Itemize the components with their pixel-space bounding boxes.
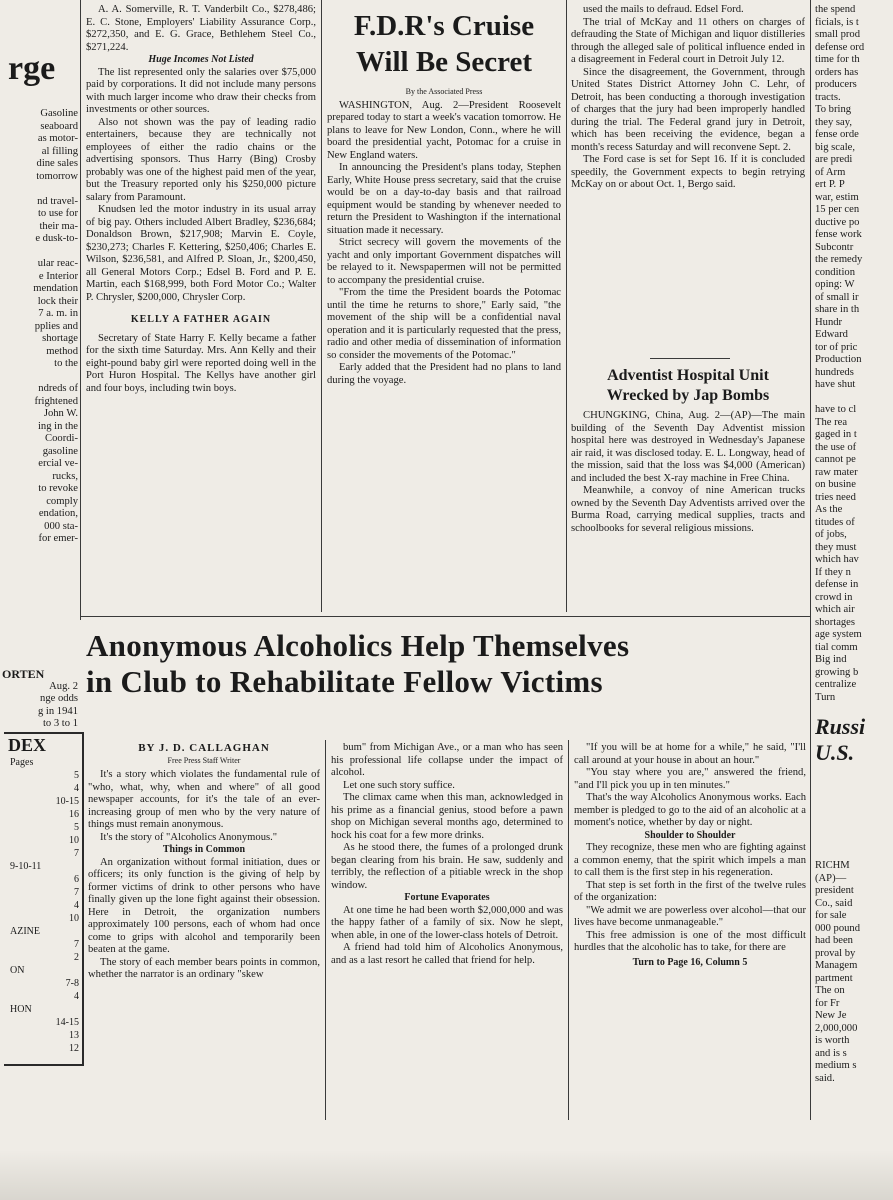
right-edge-line: small prod	[815, 29, 861, 40]
right-edge-line: ficials, is t	[815, 16, 859, 28]
left-edge-line: 000 sta-	[44, 520, 78, 532]
fdr-paragraph: WASHINGTON, Aug. 2—President Roosevelt prepared today to start a week's vacation tomorrow. He plans to leave for New London, Conn., where he will board the presidential yacht, Potomac for a cruise in New England waters.	[327, 99, 561, 161]
index-row	[4, 1042, 82, 1055]
index-row	[4, 899, 82, 912]
aa-byline: BY J. D. CALLAGHAN	[138, 742, 270, 754]
index-page: 2	[74, 952, 79, 963]
index-row	[4, 834, 82, 847]
left-edge-line: ndreds of	[38, 383, 78, 394]
aa-paragraph: That step is set forth in the first of the twelve rules of the organization:	[574, 879, 806, 903]
right-edge-line: are predi	[815, 154, 853, 165]
russia-line: 2,000,000	[815, 1022, 858, 1034]
left-edge-line: shortage	[42, 333, 78, 344]
column-rule	[80, 0, 81, 620]
adventist-paragraphs	[571, 410, 805, 535]
left-edge-line: to use for	[37, 208, 78, 219]
left-edge-line: frightened	[34, 395, 78, 407]
right-edge-line: titudes of	[815, 516, 855, 528]
aa-headline-2: in Club to Rehabilitate Fellow Victims	[86, 664, 603, 699]
aa-column-3	[574, 742, 806, 1122]
right-edge-line: age system	[815, 629, 862, 640]
aa-paragraph: A friend had told him of Alcoholics Anonymous, and as a last resort he called that friend for help.	[331, 942, 563, 966]
column-rule	[321, 0, 322, 612]
scan-bottom-margin	[0, 1150, 893, 1200]
fdr-paragraph: "From the time the President boards the Potomac until the time he returns to shore," Early said, "the movement of the ship will be a confidential naval operation and it is particularly requested that the press, radio and other media of dissemination of information so consider the movements of the Potomac."	[327, 287, 561, 361]
right-edge-line: fense work	[815, 229, 862, 240]
aa-headline-1: Anonymous Alcoholics Help Themselves	[86, 628, 630, 663]
left-edge-line: mendation	[33, 283, 78, 294]
index-page: 14-15	[55, 1017, 79, 1028]
aa-paragraph: At one time he had been worth $2,000,000 and was the happy father of a family of six. Now he slept, when able, in one of the lower-class hotels of Detroit.	[331, 904, 563, 941]
aa-paragraph: That's the way Alcoholics Anonymous works. Each member is pledged to go to the aid of an alcoholic at a moment's notice, whether by day or night.	[574, 792, 806, 828]
aa-paragraph: The climax came when this man, acknowledged in his prime as a financial genius, stood before a pawn shop on Michigan several months ago, determined to hock his coat for a few more drinks.	[331, 792, 563, 841]
mckay-paragraph: Since the disagreement, the Government, through United States District Attorney John C. Lehr, of Detroit, has been conducting a thorough investigation of charges that the jury had been improperly handled during the trial. The Federal grand jury in Detroit, which has been receiving the evidence, began a month's recess Saturday and will reconvene Sept. 2.	[571, 66, 805, 153]
right-edge-line: they say,	[815, 116, 852, 128]
right-edge-line: of Arm	[815, 166, 846, 178]
aa-column-1	[88, 742, 320, 1122]
right-edge-line: share in th	[815, 304, 860, 315]
index-row	[4, 1029, 82, 1042]
index-page: 12	[69, 1043, 79, 1054]
index-row	[4, 821, 82, 834]
left-edge-line: e dusk-to-	[35, 233, 78, 244]
right-edge-line: ert P. P	[815, 179, 845, 190]
right-edge-line: centralize	[815, 679, 857, 690]
index-row	[4, 886, 82, 899]
russia-line: for Fr	[815, 997, 840, 1009]
index-row	[4, 990, 82, 1003]
adventist-headline-2: Wrecked by Jap Bombs	[606, 387, 770, 404]
index-page: 10	[69, 913, 79, 924]
index-row	[4, 795, 82, 808]
column-rule	[566, 0, 567, 612]
left-edge-line	[2, 371, 78, 384]
aa-headline	[86, 628, 806, 700]
index-page: 7	[74, 939, 79, 950]
index-label: HON	[10, 1004, 32, 1015]
aa-paragraph: The story of each member bears points in common, whether the narrator is an ordinary "skew	[88, 956, 320, 980]
index-row	[4, 756, 82, 769]
left-edge-column	[2, 50, 78, 610]
aa-paragraph: It's a story which violates the fundamental rule of "who, what, why, when and where" of all good newspaper accounts, for it's the tale of an ever-increasing group of men who by the very nature of things must remain anonymous.	[88, 769, 320, 830]
aa-column-2	[331, 742, 563, 1122]
russia-line: RICHM	[815, 860, 850, 871]
aa-subhead-3: Shoulder to Shoulder	[644, 829, 736, 841]
aa-paragraph: As he stood there, the fumes of a prolonged drunk began clearing from his brain. He saw, suddenly and terribly, the reflection of a pitiable wreck in the shop window.	[331, 842, 563, 891]
mckay-paragraph: used the mails to defraud. Edsel Ford.	[583, 4, 744, 15]
aa-col2-paragraphs	[331, 742, 563, 892]
left-edge-line: endation,	[38, 508, 78, 519]
index-page: 10-15	[55, 796, 79, 807]
left-edge-line: to revoke	[38, 483, 78, 494]
index-page: 7	[74, 887, 79, 898]
aa-paragraph: It's the story of "Alcoholics Anonymous."	[100, 831, 278, 843]
index-row	[4, 938, 82, 951]
left-edge-line: comply	[46, 495, 78, 507]
left-edge-line: their ma-	[39, 220, 78, 232]
salaries-paragraph: Also not shown was the pay of leading radio entertainers, because they are technically not employees of either the radio chains or the advertising sponsors. Thus Harry (Bing) Crosby probably was one of the highest paid men of the year, but the Treasury reported only his $250,000 picture salary from Paramount.	[86, 116, 316, 203]
adventist-paragraph: CHUNGKING, China, Aug. 2—(AP)—The main building of the Seventh Day Adventist mission hospital here was destroyed in Wednesday's Japanese air raid, it was disclosed today. E. L. Longway, head of the mission, said that the loss was $4,000 (American) and included the best X-ray machine in Free China.	[571, 410, 805, 484]
right-edge-line: of jobs,	[815, 529, 847, 540]
index-row	[4, 925, 82, 938]
left-edge-line: lock their	[37, 295, 78, 307]
aa-paragraph: This free admission is one of the most difficult hurdles that the alcoholic has to take, for there are	[574, 929, 806, 953]
index-page: 5	[74, 770, 79, 781]
russia-line: New Je	[815, 1010, 847, 1021]
index-label: AZINE	[10, 926, 40, 937]
right-edge-line: crowd in	[815, 591, 853, 603]
aa-paragraph: Let one such story suffice.	[343, 779, 455, 791]
index-row	[4, 860, 82, 873]
index-row	[4, 1016, 82, 1029]
sports-line: g in 1941	[37, 705, 78, 717]
kelly-text: Secretary of State Harry F. Kelly became a father for the sixth time Saturday. Mrs. Ann Kelly and their eight-pound baby girl were reported doing well in the Port Huron Hospital. The Kellys have another girl and four boys, including twin boys.	[86, 332, 316, 394]
index-row	[4, 1003, 82, 1016]
russia-line: partment	[815, 972, 853, 984]
mckay-paragraphs	[571, 4, 805, 192]
fdr-headline-1: F.D.R's Cruise	[353, 10, 535, 42]
right-edge-line: hundreds	[815, 366, 854, 378]
left-edge-lines	[2, 108, 78, 546]
left-sports-fragment	[2, 668, 78, 732]
right-edge-line: tial comm	[815, 641, 858, 653]
right-edge-line: As the	[815, 504, 843, 515]
right-edge-line: defense ord	[815, 41, 865, 53]
right-edge-line: condition	[815, 266, 856, 278]
sports-line: Aug. 2	[49, 680, 78, 692]
salaries-paragraph: A. A. Somerville, R. T. Vanderbilt Co., $278,486; E. C. Stone, Employers' Liability Assurance Corp., $272,350, and E. G. Grace, Bethlehem Steel Co., $271,224.	[86, 4, 316, 53]
fdr-headline-2: Will Be Secret	[355, 46, 533, 78]
right-edge-line: of small ir	[815, 291, 859, 303]
index-page: 5	[74, 822, 79, 833]
left-fragment-headline: rge	[8, 50, 56, 87]
russia-headline-2: U.S.	[815, 740, 855, 765]
section-rule	[80, 616, 810, 617]
adventist-column	[571, 366, 805, 612]
right-edge-line: which air	[815, 604, 855, 615]
aa-paragraph: An organization without formal initiation, dues or officers; its only function is the giving of help by former victims of drink to other persons who have finally given up the lone fight against their obsession. Here in Detroit, the organization numbers approximately 100 persons, each of whom had once come to grips with alcohol and temporarily been beaten at the game.	[88, 856, 320, 955]
index-box	[4, 732, 84, 1066]
aa-subhead-2: Fortune Evaporates	[404, 892, 490, 903]
aa-col2-paragraphs-continued	[331, 905, 563, 968]
salaries-paragraphs-continued	[86, 67, 316, 305]
right-edge-line: fense orde	[815, 129, 859, 140]
russia-line: Managem	[815, 960, 858, 971]
right-edge-line: defense in	[815, 579, 859, 590]
russia-fragment	[815, 860, 893, 1100]
aa-paragraph: "We admit we are powerless over alcohol—that our lives have become unmanageable."	[574, 904, 806, 928]
left-edge-line: rucks,	[52, 470, 78, 482]
right-edge-line: the remedy	[815, 254, 863, 265]
column-rule	[568, 740, 569, 1120]
fdr-column	[327, 8, 561, 612]
left-edge-line: e Interior	[38, 270, 78, 282]
aa-paragraph: bum" from Michigan Ave., or a man who has seen his professional life collapse under the impact of alcohol.	[331, 742, 563, 778]
right-edge-line: shortages	[815, 616, 856, 628]
right-edge-line: tor of pric	[815, 341, 858, 353]
right-edge-line: the use of	[815, 441, 857, 453]
right-edge-line: producers	[815, 79, 857, 90]
left-edge-line: tomorrow	[36, 170, 78, 182]
index-title: DEX	[8, 735, 47, 755]
sports-fragment-lines	[2, 681, 78, 731]
right-edge-line	[815, 392, 893, 405]
index-label: 9-10-11	[10, 861, 42, 872]
index-page: 7	[74, 848, 79, 859]
sports-fragment-head: ORTEN	[2, 668, 45, 681]
russia-line: (AP)—	[815, 872, 847, 884]
aa-paragraph: They recognize, these men who are fighting against a common enemy, that the spirit which impels a man to call them is the first step in his regeneration.	[574, 842, 806, 878]
russia-line: president	[815, 885, 854, 896]
russia-line: The on	[815, 985, 845, 996]
right-edge-line: growing b	[815, 666, 859, 678]
right-edge-line: war, estim	[815, 191, 859, 203]
right-edge-line: they must	[815, 541, 857, 553]
russia-line: is worth	[815, 1035, 850, 1046]
right-edge-line: Turn	[815, 691, 836, 703]
index-page: 13	[69, 1030, 79, 1041]
right-edge-line: ductive po	[815, 216, 860, 228]
salaries-paragraphs	[86, 4, 316, 54]
russia-line: said.	[815, 1072, 835, 1084]
left-edge-line: 7 a. m. in	[38, 308, 78, 319]
left-edge-line: for emer-	[38, 533, 78, 544]
right-edge-line: cannot pe	[815, 454, 856, 465]
russia-line: medium s	[815, 1060, 857, 1071]
index-row	[4, 964, 82, 977]
russia-line: for sale	[815, 910, 847, 921]
russia-line: proval by	[815, 947, 856, 959]
left-edge-line: ing in the	[37, 420, 78, 432]
column-rule	[325, 740, 326, 1120]
aa-col3-paragraphs	[574, 742, 806, 830]
index-row	[4, 847, 82, 860]
right-edge-lines	[815, 4, 893, 704]
index-row	[4, 873, 82, 886]
right-edge-line: have to cl	[815, 404, 857, 415]
right-edge-column	[815, 4, 893, 784]
aa-col1-paragraphs-continued	[88, 857, 320, 982]
salaries-paragraph: Knudsen led the motor industry in its usual array of big pay. Others included Albert Bradley, $236,684; Donaldson Brown, $217,908; Marvin E. Coyle, $230,273; Charles F. Kettering, $250,406; Charles E. Wilson, $236,581, and Alfred P. Sloan, Jr., $200,450, all General Motors Corp.; Edsel B. Ford and P. E. Martin, each $168,999, both Ford Motor Co.; Walter P. Chrysler, $200,000, Chrysler Corp.	[86, 204, 316, 303]
index-rows	[4, 756, 82, 1055]
index-page: 16	[69, 809, 79, 820]
fdr-paragraph: Strict secrecy will govern the movements of the yacht and only important Government dispatches will be relayed to it. Newspapermen will not be permitted to accompany the presidential cruise.	[327, 237, 561, 286]
right-edge-line: tracts.	[815, 91, 841, 103]
right-edge-line: have shut	[815, 379, 856, 390]
aa-paragraph: "You stay where you are," answered the friend, "and I'll pick you up in ten minutes."	[574, 767, 806, 791]
russia-headline-1: Russi	[815, 714, 866, 739]
left-edge-line: al filling	[41, 145, 78, 157]
right-edge-line: Edward	[815, 329, 848, 340]
mckay-column	[571, 4, 805, 354]
left-edge-line: John W.	[43, 408, 78, 419]
right-edge-line: If they n	[815, 566, 851, 578]
left-edge-line: Gasoline	[40, 108, 78, 119]
adventist-headline-1: Adventist Hospital Unit	[607, 367, 769, 384]
left-edge-line: pplies and	[34, 320, 78, 332]
right-edge-line: The rea	[815, 416, 848, 428]
column-rule	[810, 0, 811, 1120]
left-edge-line	[2, 183, 78, 196]
left-edge-line: method	[46, 345, 78, 357]
index-page: 7-8	[65, 978, 79, 989]
index-label: ON	[10, 965, 25, 976]
right-edge-line: orders has	[815, 66, 859, 78]
fdr-credit: By the Associated Press	[405, 87, 483, 96]
index-page: 6	[74, 874, 79, 885]
left-edge-line: seaboard	[40, 120, 78, 132]
index-row	[4, 951, 82, 964]
russia-line: had been	[815, 935, 853, 946]
aa-paragraph: "If you will be at home for a while," he said, "I'll call around at your house in about an hour."	[574, 742, 806, 766]
left-edge-line: ular reac-	[37, 258, 78, 269]
right-edge-line: raw mater	[815, 466, 858, 478]
left-edge-line: as motor-	[37, 133, 78, 144]
sports-line: to 3 to 1	[42, 718, 78, 729]
index-page: 4	[74, 991, 79, 1002]
mckay-paragraph: The Ford case is set for Sept 16. If it is concluded speedily, the Government expects to begin retrying McKay on or about Oct. 1, Bergo said.	[571, 154, 805, 190]
right-edge-line: the spend	[815, 4, 856, 15]
left-edge-line: ercial ve-	[38, 458, 78, 469]
sports-line: nge odds	[40, 693, 78, 704]
right-edge-line: 15 per cen	[815, 204, 860, 215]
right-edge-line: time for th	[815, 54, 860, 65]
section-rule	[650, 358, 730, 359]
index-row	[4, 782, 82, 795]
aa-col3-paragraphs-continued	[574, 842, 806, 955]
kelly-headline: KELLY A FATHER AGAIN	[130, 314, 272, 325]
left-edge-line: nd travel-	[37, 195, 78, 207]
right-edge-line: tries need	[815, 491, 856, 503]
aa-jump-line: Turn to Page 16, Column 5	[632, 956, 748, 968]
left-edge-line: dine sales	[36, 158, 78, 169]
left-edge-line: gasoline	[42, 445, 78, 457]
index-row	[4, 977, 82, 990]
index-row	[4, 769, 82, 782]
right-edge-line: on busine	[815, 479, 856, 490]
mckay-paragraph: The trial of McKay and 11 others on charges of defrauding the State of Michigan and liquor distilleries through the alleged sale of political influence ended in a disagreement in Federal court in Detroit July 12.	[571, 16, 805, 65]
right-edge-line: Production	[815, 354, 862, 365]
aa-staff: Free Press Staff Writer	[167, 755, 241, 765]
right-edge-line: Big ind	[815, 654, 847, 665]
right-edge-line: big scale,	[815, 141, 856, 153]
left-edge-line: to the	[54, 358, 78, 369]
russia-fragment-lines	[815, 860, 893, 1085]
index-row	[4, 912, 82, 925]
salaries-paragraph: The list represented only the salaries over $75,000 paid by corporations. It did not include many persons with much larger income who draw their checks from investments or other sources.	[86, 66, 316, 115]
left-edge-line: Coordi-	[45, 433, 78, 444]
index-label: Pages	[10, 757, 34, 768]
adventist-paragraph: Meanwhile, a convoy of nine American trucks owned by the Seventh Day Adventists arrived over the Burma Road, carrying medical supplies, tracts and schoolbooks for several religious missions.	[571, 485, 805, 534]
right-edge-line: Subcontr	[815, 241, 854, 253]
russia-line: 000 pound	[815, 922, 861, 934]
russia-line: Co., said	[815, 897, 853, 909]
index-page: 4	[74, 783, 79, 794]
aa-subhead-1: Things in Common	[162, 844, 246, 855]
fdr-paragraph: In announcing the President's plans today, Stephen Early, White House press secretary, said that the cruise would be on a day-to-day basis and that railroad equipment would be standing by whenever needed to return the President to Washington if the international situation made it necessary.	[327, 162, 561, 236]
right-edge-line: Hundr	[815, 316, 843, 328]
right-edge-line: To bring	[815, 104, 852, 115]
left-edge-line	[2, 246, 78, 259]
index-row	[4, 808, 82, 821]
right-edge-line: which hav	[815, 554, 859, 565]
right-edge-line: oping: W	[815, 279, 855, 290]
fdr-paragraphs	[327, 100, 561, 388]
index-page: 10	[69, 835, 79, 846]
russia-line: and is s	[815, 1047, 847, 1059]
salaries-subhead: Huge Incomes Not Listed	[148, 54, 254, 65]
fdr-paragraph: Early added that the President had no plans to land during the voyage.	[327, 362, 561, 386]
right-edge-line: gaged in t	[815, 429, 857, 440]
index-page: 4	[74, 900, 79, 911]
salaries-column	[86, 4, 316, 612]
aa-col1-paragraphs	[88, 769, 320, 844]
